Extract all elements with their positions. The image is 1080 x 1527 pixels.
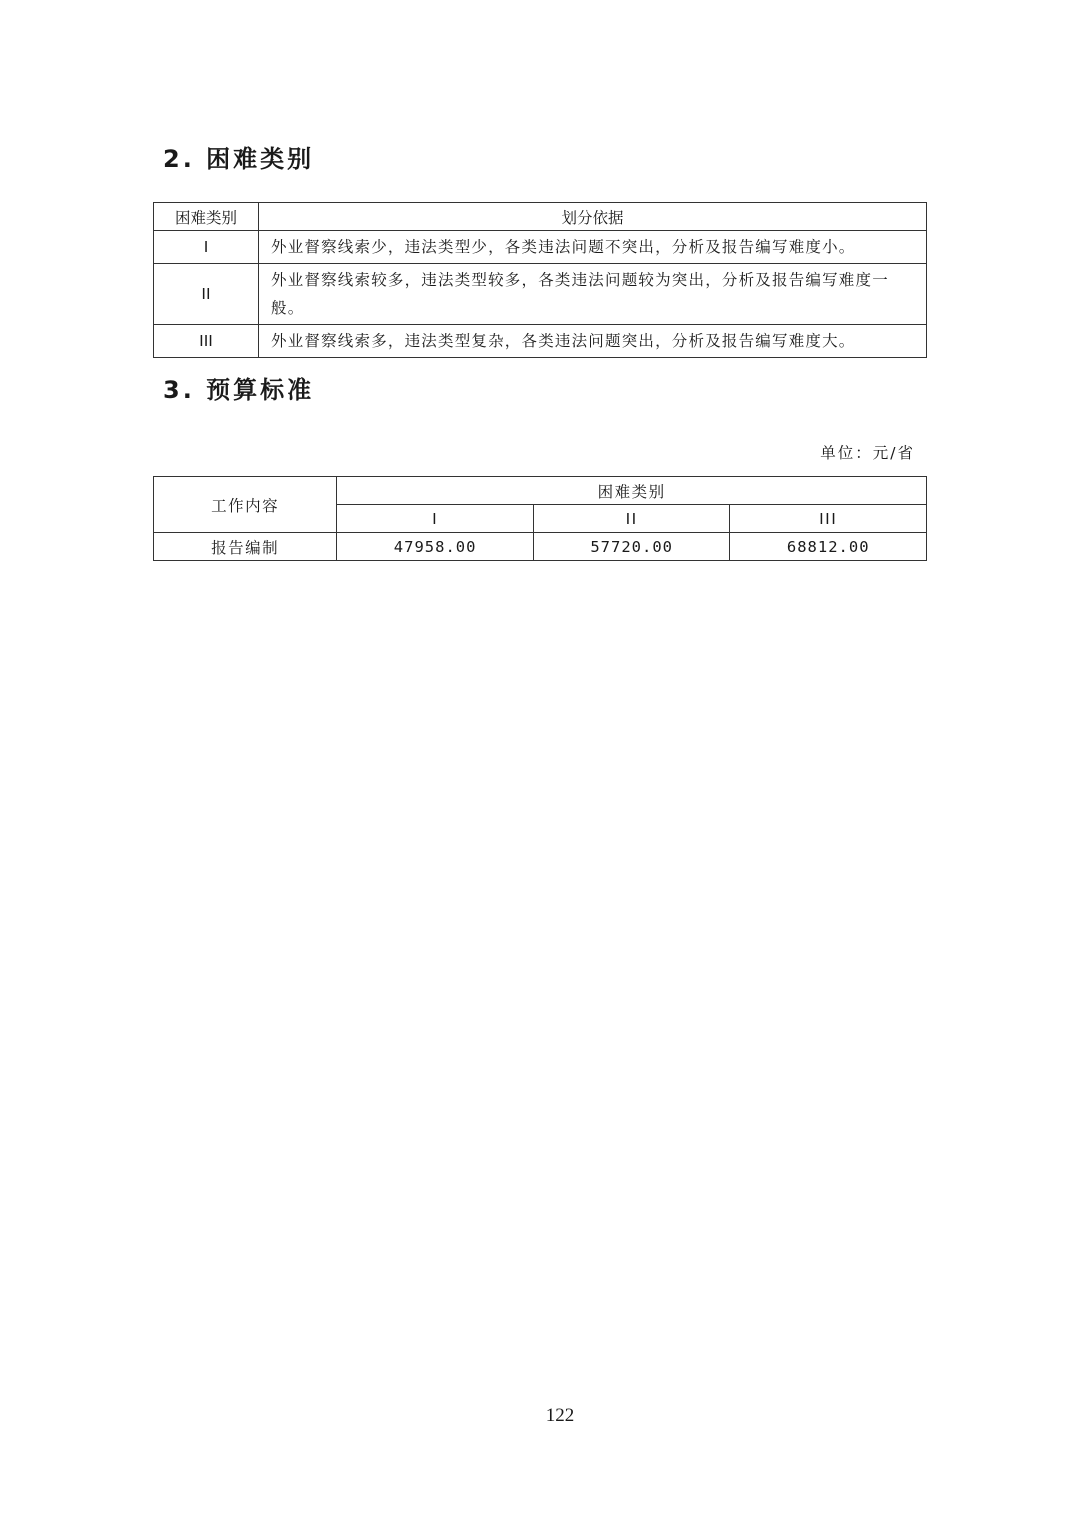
header-difficulty-category: 困难类别 [154, 203, 259, 231]
table-row [154, 264, 927, 325]
table-header-row [154, 477, 927, 505]
budget-standard-table [153, 476, 927, 561]
difficulty-category-table [153, 202, 927, 358]
basis-cell: 外业督察线索少，违法类型少，各类违法问题不突出，分析及报告编写难度小。 [259, 231, 927, 264]
header-level-ii: II [533, 505, 730, 533]
header-level-i: I [337, 505, 534, 533]
value-cell: 47958.00 [337, 533, 534, 561]
header-level-iii: III [730, 505, 927, 533]
value-cell: 57720.00 [533, 533, 730, 561]
table-row [154, 325, 927, 358]
page-number: 122 [545, 1405, 575, 1426]
table-row [154, 231, 927, 264]
basis-cell: 外业督察线索较多，违法类型较多，各类违法问题较为突出，分析及报告编写难度一般。 [259, 264, 927, 325]
table-row [154, 533, 927, 561]
category-cell: I [154, 231, 259, 264]
value-cell: 68812.00 [730, 533, 927, 561]
work-content-cell: 报告编制 [154, 533, 337, 561]
table-header-row [154, 203, 927, 231]
basis-cell: 外业督察线索多，违法类型复杂，各类违法问题突出，分析及报告编写难度大。 [259, 325, 927, 358]
header-difficulty-category: 困难类别 [337, 477, 927, 505]
section-heading-difficulty: 2. 困难类别 [163, 145, 315, 173]
header-classification-basis: 划分依据 [259, 203, 927, 231]
unit-label: 单位：元/省 [820, 444, 915, 462]
category-cell: III [154, 325, 259, 358]
category-cell: II [154, 264, 259, 325]
section-heading-budget: 3. 预算标准 [163, 376, 315, 404]
header-work-content: 工作内容 [154, 477, 337, 533]
